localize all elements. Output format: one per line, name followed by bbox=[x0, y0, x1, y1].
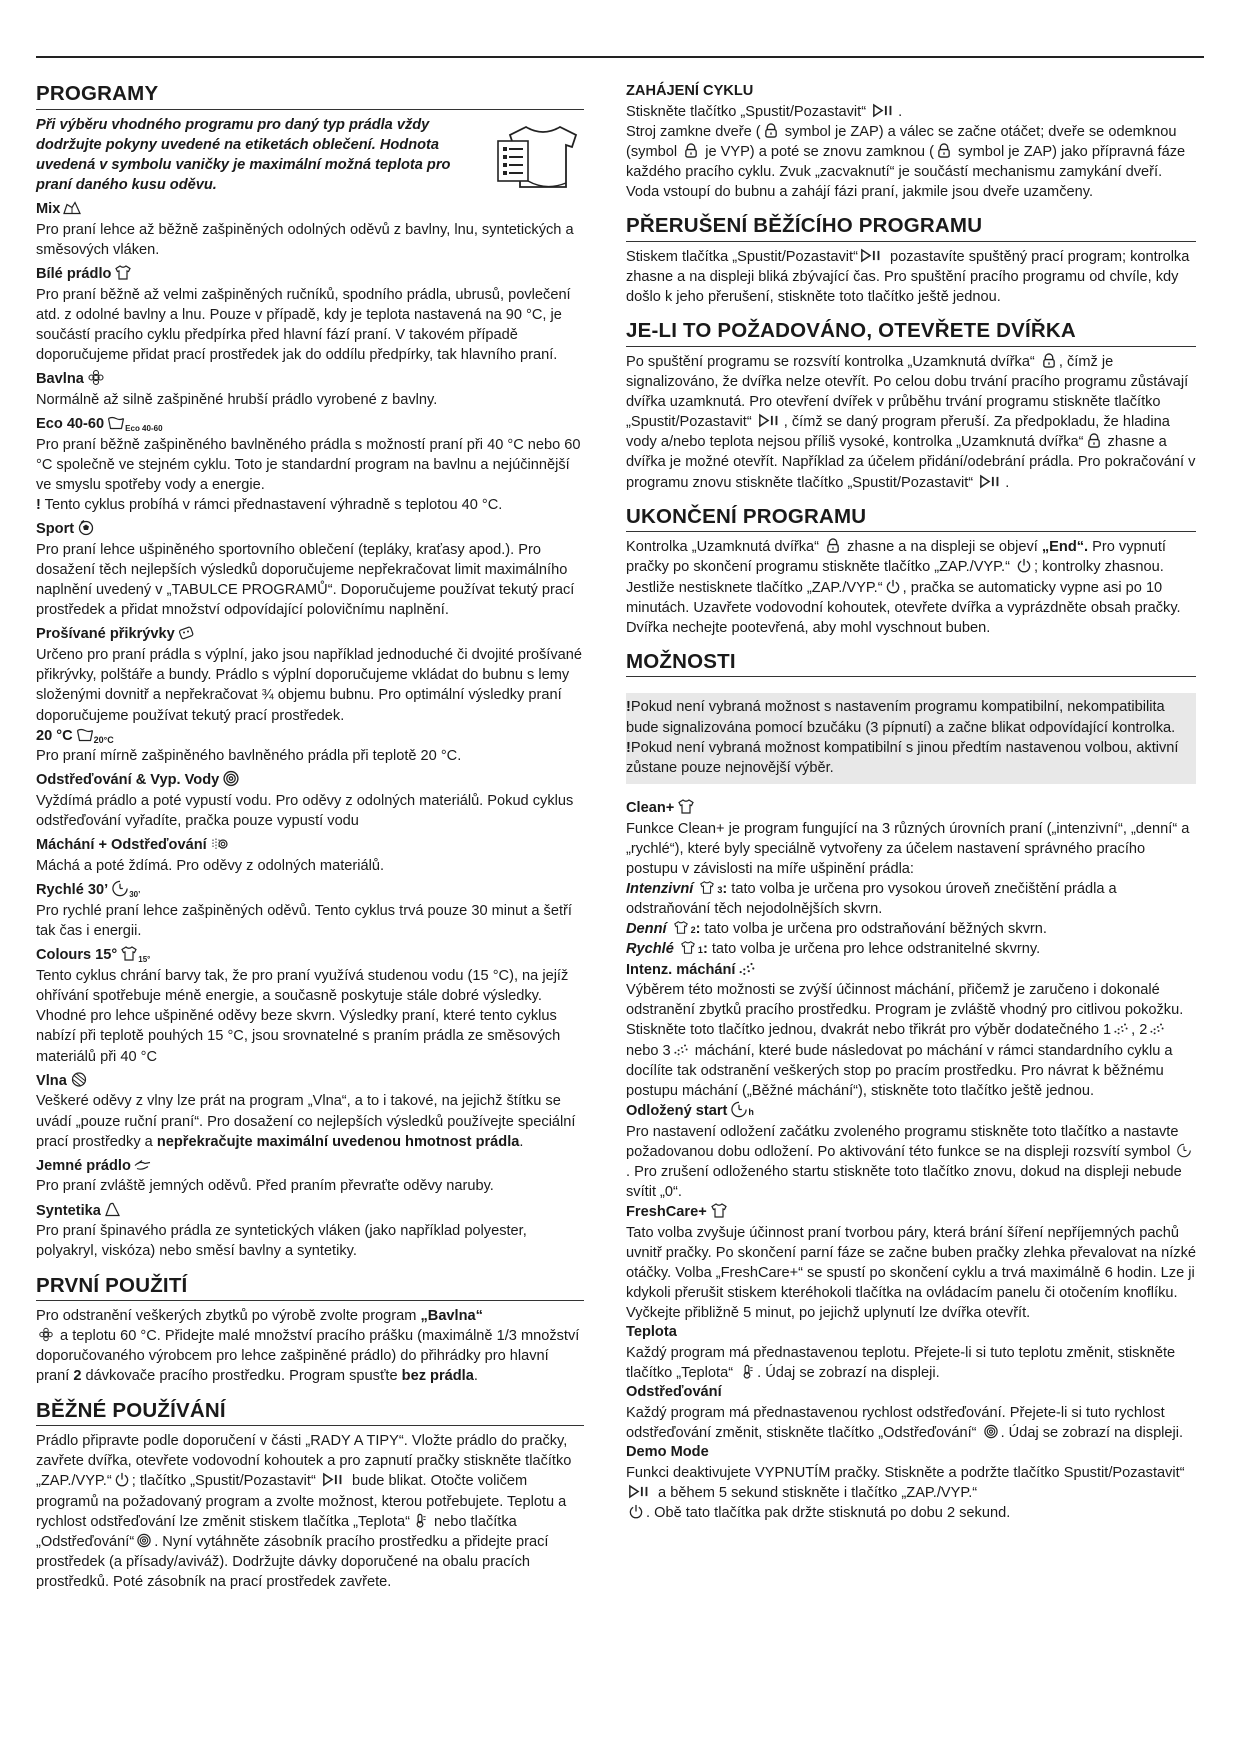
cotton-icon bbox=[87, 369, 105, 386]
zahajeni-text bbox=[626, 102, 1196, 203]
lock-icon bbox=[825, 538, 841, 553]
top-rule bbox=[36, 56, 1204, 58]
delicates-icon bbox=[134, 1156, 152, 1173]
rinse-2-icon bbox=[1149, 1021, 1165, 1036]
program-prikryvky bbox=[36, 624, 584, 725]
program-text: Máchá a poté ždímá. Pro oděvy z odolných materiálů. bbox=[36, 858, 384, 875]
text-part: bude blikat. Otočte voličem programů na požadovaný program a zvolte možnost, kterou potřebujete. Teplotu a rychlost odstřeďování lze změnit stiskem tlačítka „Teplota“ bbox=[36, 1473, 567, 1530]
play-pause-icon bbox=[322, 1472, 346, 1487]
text-part: pozastavíte spuštěný prací program; kontrolka zhasne a na displeji bliká zbývající čas. Pro spuštění pracího programu od chvíle, kdy došlo k jeho přerušení, stiskněte toto tlačítko ještě jednou. bbox=[626, 248, 1190, 306]
wool-icon bbox=[70, 1071, 88, 1088]
program-text: Pro praní zvláště jemných oděvů. Před praním převraťte oděvy naruby. bbox=[36, 1178, 494, 1195]
text-part: Pro odstranění veškerých zbytků po výrobě zvolte program bbox=[36, 1308, 421, 1325]
play-pause-icon bbox=[979, 474, 1003, 489]
ukonceni-text bbox=[626, 537, 1196, 638]
text-part: je VYP) a poté se znovu zamknou ( bbox=[701, 143, 934, 160]
program-bile-pradlo bbox=[36, 264, 584, 365]
text-part: a teplotu 60 °C. Přidejte malé množství pracího prášku (maximálně 1/3 množství doporučovaného výrobcem pro lehce zašpiněné prádlo) do přihrádky pro hlavní praní bbox=[36, 1328, 580, 1385]
text-part: . Údaj se zobrazí na displeji. bbox=[1000, 1425, 1184, 1442]
level-label: Rychlé bbox=[626, 941, 674, 958]
rinse-1-icon bbox=[1113, 1021, 1129, 1036]
text-part: Každý program má přednastavenou teplotu. Přejete-li si tuto teplotu změnit, stiskněte tlačítko „Teplota“ bbox=[626, 1345, 1176, 1382]
text-part: , pračka se automaticky vypne asi po 10 minutách. Uzavřete vodovodní kohoutek, otevřete dvířka a vyprázdněte obsah pračky. Dvířka nechejte pootevřená, aby mohl vyschnout buben. bbox=[626, 579, 1181, 636]
rinse-spin-icon bbox=[210, 835, 228, 852]
text-part: . Obě tato tlačítka pak držte stisknutá po dobu 2 sekund. bbox=[646, 1505, 1011, 1522]
play-pause-icon bbox=[860, 248, 884, 263]
program-name: Bílé prádlo bbox=[36, 266, 112, 282]
text-part: . bbox=[473, 1368, 478, 1385]
program-text-end: . bbox=[519, 1133, 524, 1150]
program-name: Prošívané přikrývky bbox=[36, 626, 175, 643]
program-syntetika bbox=[36, 1201, 584, 1262]
text-part: a během 5 sekund stiskněte i tlačítko „ZAP./VYP.“ bbox=[654, 1485, 978, 1502]
option-name: FreshCare+ bbox=[626, 1204, 707, 1221]
program-text-bold: nepřekračujte maximální uvedenou hmotnost prádla bbox=[156, 1133, 520, 1150]
spin-icon bbox=[136, 1533, 152, 1548]
preruseni-text bbox=[626, 247, 1196, 307]
lock-icon bbox=[1041, 353, 1057, 368]
program-name: Colours 15° bbox=[36, 947, 118, 964]
option-clean-plus: Clean+ Funkce Clean+ je program fungující na 3 různých úrovních praní („intenzivní“, „denní“ a „rychlé“), které byly speciálně vytvořeny za účelem nastavení správného pracího postupu v závislosti na míře ušpinění prádla: Intenzivní 3: tato volba je určena pro vysokou úroveň znečištění prádla a odstraňování těch nejodolnějších skvrn. Denní 2: tato volba je určena pro odstraňování běžných skvrn. Rychlé 1: tato volba je určena pro lehce odstranitelné skvrny. bbox=[626, 798, 1196, 960]
text-bold: „End“. bbox=[1041, 539, 1089, 556]
text-part: Prádlo připravte podle doporučení v části „RADY A TIPY“. Vložte prádlo do pračky, zavřete dvířka, otevřete vodovodní kohoutek a pro zapnutí pračky stiskněte tlačítko „ZAP./VYP.“ bbox=[36, 1433, 572, 1490]
freshcare-icon bbox=[710, 1202, 728, 1219]
option-name: Demo Mode bbox=[626, 1444, 709, 1461]
option-name: Odstřeďování bbox=[626, 1384, 722, 1401]
text-part: , 2 bbox=[1131, 1022, 1148, 1039]
dvirka-text bbox=[626, 352, 1196, 493]
text-part: zhasne a dvířka je možné otevřít. Například za účelem přidání/odebrání prádla. Pro pokračování v programu znovu stiskněte tlačítko „Spustit/Pozastavit“ bbox=[626, 434, 1196, 491]
option-demo-mode bbox=[626, 1443, 1196, 1523]
section-title-zahajeni: ZAHÁJENÍ CYKLU bbox=[626, 83, 754, 99]
warning-mark: ! bbox=[626, 699, 631, 716]
rapid-icon bbox=[111, 880, 129, 897]
eco-icon bbox=[107, 414, 125, 431]
level-label: Intenzivní bbox=[626, 881, 694, 897]
program-name: Sport bbox=[36, 521, 75, 538]
program-colours bbox=[36, 945, 584, 1066]
program-20c bbox=[36, 726, 584, 767]
program-name: Odstřeďování & Vyp. Vody bbox=[36, 772, 220, 789]
program-name: Syntetika bbox=[36, 1202, 101, 1219]
option-freshcare bbox=[626, 1202, 1196, 1323]
note-text: Pokud není vybraná možnost s nastavením programu kompatibilní, nekompatibilita bude signalizována pomocí bzučáku (3 pípnutí) a začne blikat odpovídající kontrolka. bbox=[626, 699, 1176, 736]
text-bold: bez prádla bbox=[401, 1368, 474, 1385]
delay-start-icon bbox=[1176, 1143, 1192, 1158]
level-number: 2 bbox=[690, 925, 696, 936]
level-text: tato volba je určena pro lehce odstranitelné skvrny. bbox=[707, 941, 1041, 958]
program-text: Pro praní špinavého prádla ze syntetických vláken (jako například polyester, polyakryl, viskóza) nebo směsí bavlny a syntetiky. bbox=[36, 1223, 527, 1260]
power-icon bbox=[885, 579, 901, 594]
programy-intro bbox=[36, 115, 584, 196]
section-title-moznosti: MOŽNOSTI bbox=[626, 650, 1196, 678]
mix-icon bbox=[63, 199, 81, 216]
program-text: Pro praní lehce ušpiněného sportovního oblečení (tepláky, kraťasy apod.). Pro dosažení těch nejlepších výsledků doporučujeme nepřekračovat limit maximálního naplnění uvedený v „TABULCE PROGRAMŮ“. Doporučujeme používat tekutý prací prostředek a přidat množství odpovídající polovičnímu naplnění. bbox=[36, 541, 575, 619]
lock-icon bbox=[936, 143, 952, 158]
option-name: Clean+ bbox=[626, 799, 675, 816]
option-name: Teplota bbox=[626, 1324, 677, 1341]
text-part: . Pro zrušení odloženého startu stiskněte toto tlačítko znovu, dokud na displeji nebude svítit „0“. bbox=[626, 1163, 1182, 1200]
text-part: zhasne a na displeji se objeví bbox=[843, 539, 1042, 556]
program-name: Mix bbox=[36, 201, 61, 218]
play-pause-icon bbox=[758, 413, 782, 428]
colours-icon-label: 15° bbox=[138, 955, 151, 965]
text-part: Po spuštění programu se rozsvítí kontrolka „Uzamknutá dvířka“ bbox=[626, 353, 1035, 370]
section-title-preruseni: PŘERUŠENÍ BĚŽÍCÍHO PROGRAMU bbox=[626, 214, 1196, 242]
program-rychle bbox=[36, 880, 584, 941]
program-text: Pro praní lehce až běžně zašpiněných odolných oděvů z bavlny, lnu, syntetických a směsových vláken. bbox=[36, 221, 574, 258]
level-label: Denní bbox=[626, 921, 667, 938]
section-title-programy: PROGRAMY bbox=[36, 82, 584, 110]
programy-intro-text: Při výběru vhodného programu pro daný typ prádla vždy dodržujte pokyny uvedené na etiketách oblečení. Hodnota uvedená v symbolu vaničky je maximální možná teplota pro praní daného kusu oděvu. bbox=[36, 116, 451, 193]
bezne-pouzivani-text bbox=[36, 1431, 584, 1592]
program-eco bbox=[36, 414, 584, 515]
level-number: 1 bbox=[697, 945, 703, 956]
spin-drain-icon bbox=[222, 770, 240, 787]
program-name: Eco 40-60 bbox=[36, 416, 105, 432]
power-icon bbox=[628, 1504, 644, 1519]
text-part: Stiskněte tlačítko „Spustit/Pozastavit“ bbox=[626, 103, 867, 120]
shirt-icon bbox=[114, 264, 132, 281]
program-text: Vyždímá prádlo a poté vypustí vodu. Pro oděvy z odolných materiálů. Pokud cyklus odstřeďování vyřadíte, pračka pouze vypustí vodu bbox=[36, 793, 574, 830]
power-icon bbox=[1016, 558, 1032, 573]
program-machani bbox=[36, 835, 584, 876]
program-text: Tento cyklus chrání barvy tak, že pro praní využívá studenou vodu (15 °C), na jejíž ohřívání spotřebuje méně energie, a současně poskytuje stále dobré výsledky. Vhodné pro lehce ušpiněné oděvy beze skvrn. Výsledky praní, které tento cyklus nabízí při teplotě pouhých 15 °C, jsou srovnatelné s praním prádla ze směsových materiálů při 40 °C bbox=[36, 968, 569, 1065]
option-text: Funkce Clean+ je program fungující na 3 různých úrovních praní („intenzivní“, „denní“ a „rychlé“), které byly speciálně vytvořeny za účelem nastavení správného pracího postupu v závislosti na míře ušpinění prádla: bbox=[626, 820, 1190, 877]
delay-icon-h: h bbox=[748, 1106, 754, 1117]
lock-icon bbox=[1086, 433, 1102, 448]
prvni-pouziti-text bbox=[36, 1306, 584, 1387]
program-bavlna bbox=[36, 369, 584, 410]
text-part: Pro vypnutí pračky po skončení programu stiskněte tlačítko „ZAP./VYP.“ bbox=[626, 539, 1166, 576]
extra-rinse-icon bbox=[738, 960, 756, 977]
play-pause-icon bbox=[872, 103, 896, 118]
program-note: Tento cyklus probíhá v rámci přednastavení výhradně s teplotou 40 °C. bbox=[44, 497, 503, 514]
text-part: Výběrem této možnosti se zvýší účinnost máchání, přičemž je zaručeno i dokonalé odstranění zbytků pracího prostředku. Program je zvláště vhodný pro citlivou pokožku. Stiskněte toto tlačítko jednou, dvakrát nebo třikrát pro výběr dodatečného 1 bbox=[626, 982, 1184, 1039]
program-text: Určeno pro praní prádla s výplní, jako jsou například jednoduché či dvojité prošívané přikrývky, polštáře a bundy. Prádlo s výplní doporučujeme vkládat do bubnu s lemy složenými dovnitř a nepřekračovat ¾ objemu bubnu. Pro optimální výsledky praní doporučujeme používat tekutý prací prostředek. bbox=[36, 647, 582, 724]
power-icon bbox=[114, 1472, 130, 1487]
text-part: . Údaj se zobrazí na displeji. bbox=[757, 1365, 940, 1382]
clean-plus-icon bbox=[677, 798, 695, 815]
program-sport bbox=[36, 519, 584, 620]
program-text: Pro rychlé praní lehce zašpiněných oděvů. Tento cyklus trvá pouze 30 minut a šetří tak čas i energii. bbox=[36, 903, 572, 940]
text-part: . bbox=[898, 103, 903, 120]
20c-icon bbox=[76, 726, 94, 743]
warning-mark: ! bbox=[626, 739, 631, 756]
text-part: . Nyní vytáhněte zásobník pracího prostředku a přidejte prací prostředek (a přísady/aviváž). Dodržujte dávky doporučené na obalu pracích prostředků. Poté zásobník na prací prostředek zavřete. bbox=[36, 1533, 549, 1591]
colours-icon bbox=[120, 945, 138, 962]
program-text: Pro praní mírně zašpiněného bavlněného prádla při teplotě 20 °C. bbox=[36, 748, 462, 765]
temperature-icon bbox=[412, 1513, 428, 1528]
level-text: tato volba je určena pro vysokou úroveň znečištění prádla a odstraňování těch nejodolnějších skvrn. bbox=[626, 881, 1117, 918]
left-column bbox=[36, 82, 584, 1592]
text-bold: 2 bbox=[73, 1368, 82, 1385]
rinse-3-icon bbox=[673, 1042, 689, 1057]
text-part: Kontrolka „Uzamknutá dvířka“ bbox=[626, 539, 820, 556]
program-text: Normálně až silně zašpiněné hrubší prádlo vyrobené z bavlny. bbox=[36, 391, 438, 408]
moznosti-notes bbox=[626, 693, 1196, 784]
eco-icon-label: Eco 40-60 bbox=[125, 424, 163, 433]
text-part: ; kontrolky zhasnou. Jestliže nestisknete tlačítko „ZAP./VYP.“ bbox=[626, 559, 1164, 596]
20c-icon-label: 20°C bbox=[93, 734, 114, 745]
program-name: Bavlna bbox=[36, 371, 84, 388]
option-name: Odložený start bbox=[626, 1102, 728, 1119]
section-title-bezne-pouzivani: BĚŽNÉ POUŽÍVÁNÍ bbox=[36, 1399, 584, 1427]
option-teplota bbox=[626, 1323, 1196, 1383]
warning-mark: ! bbox=[36, 497, 41, 514]
option-odstredovani bbox=[626, 1383, 1196, 1443]
program-name: Vlna bbox=[36, 1072, 67, 1089]
text-part: Pro nastavení odložení začátku zvoleného programu stiskněte toto tlačítko a nastavte požadovanou dobu odložení. Po aktivování této funkce se na displeji rozsvítí symbol bbox=[626, 1123, 1179, 1160]
section-title-dvirka: JE-LI TO POŽADOVÁNO, OTEVŘETE DVÍŘKA bbox=[626, 319, 1196, 347]
temperature-icon bbox=[739, 1364, 755, 1379]
text-part: symbol je ZAP) jako přípravná fáze každého pracího cyklu. Zvuk „zacvaknutí“ je součástí mechanismu zamykání dveří. Voda vstoupí do bubnu a zahájí fázi praní, jakmile jsou dveře uzamčeny. bbox=[626, 143, 1186, 201]
text-part: Stroj zamkne dveře ( bbox=[626, 123, 761, 140]
program-text: Pro praní běžně zašpiněného bavlněného prádla s možností praní při 40 °C nebo 60 °C společně ve stejném cyklu. Toto je standardní program na bavlnu a nejúčinnější ve smyslu spotřeby vody a energie. bbox=[36, 436, 581, 494]
option-odlozeny-start bbox=[626, 1101, 1196, 1202]
play-pause-icon bbox=[628, 1484, 652, 1499]
program-name: Rychlé 30’ bbox=[36, 882, 109, 899]
rapid-icon-label: 30’ bbox=[129, 890, 141, 900]
program-name: Máchání + Odstřeďování bbox=[36, 837, 207, 854]
clean-level-2-icon bbox=[673, 920, 689, 935]
level-text: tato volba je určena pro odstraňování běžných skvrn. bbox=[700, 921, 1047, 938]
cotton-icon bbox=[38, 1327, 54, 1342]
program-name: Jemné prádlo bbox=[36, 1157, 131, 1174]
section-title-prvni-pouziti: PRVNÍ POUŽITÍ bbox=[36, 1274, 584, 1302]
spin-icon bbox=[983, 1424, 999, 1439]
delay-start-icon bbox=[730, 1101, 748, 1118]
text-part: dávkovače pracího prostředku. Program spusťte bbox=[81, 1368, 402, 1385]
program-name: 20 °C bbox=[36, 727, 73, 744]
lock-icon bbox=[763, 123, 779, 138]
duvet-icon bbox=[178, 624, 196, 641]
clean-level-3-icon bbox=[699, 880, 715, 895]
program-text: Veškeré oděvy z vlny lze prát na program „Vlna“, a to i takové, na jejichž štítku se uvádí „pouze ruční praní“. Pro dosažení co nejlepších výsledků používejte speciální prací prostředky a bbox=[36, 1093, 576, 1150]
program-text: Pro praní běžně až velmi zašpiněných ručníků, spodního prádla, ubrusů, povlečení atd. z odolné bavlny a lnu. Pouze v případě, kdy je teplota nastavená na 90 °C, je součástí pracího cyklu předpírka před hlavní fází praní. V takovém případě doporučujeme přidat prací prostředek jak do oddílu předpírky, tak hlavního praní. bbox=[36, 286, 571, 364]
right-column bbox=[626, 82, 1196, 1523]
program-jemne bbox=[36, 1156, 584, 1197]
text-part: , čímž se daný program přeruší. Za předpokladu, že hladina vody a/nebo teplota nejsou příliš vysoké, kontrolka „Uzamknutá dvířka“ bbox=[626, 414, 1170, 451]
synthetics-icon bbox=[104, 1201, 122, 1218]
program-mix bbox=[36, 199, 584, 260]
option-name: Intenz. máchání bbox=[626, 961, 736, 978]
section-title-ukonceni: UKONČENÍ PROGRAMU bbox=[626, 505, 1196, 533]
option-intenz-machani bbox=[626, 960, 1196, 1101]
text-part: nebo 3 bbox=[626, 1042, 671, 1059]
clean-level-1-icon bbox=[680, 940, 696, 955]
lock-icon bbox=[683, 143, 699, 158]
text-part: symbol je ZAP) a válec se začne otáčet; dveře se odemknou (symbol bbox=[626, 123, 1177, 160]
program-vlna bbox=[36, 1071, 584, 1152]
text-part: ; tlačítko „Spustit/Pozastavit“ bbox=[131, 1473, 316, 1490]
text-part: nebo tlačítka „Odstřeďování“ bbox=[36, 1513, 517, 1550]
text-part: , čímž je signalizováno, že dvířka nelze otevřít. Po celou dobu trvání pracího programu zůstávají dvířka uzamknutá. Pro otevření dvířek v průběhu trvání programu stiskněte tlačítko „Spustit/Pozastavit“ bbox=[626, 353, 1189, 431]
care-label-shirt-icon bbox=[496, 121, 580, 193]
text-part: Stiskem tlačítka „Spustit/Pozastavit“ bbox=[626, 248, 858, 265]
text-part: Každý program má přednastavenou rychlost odstřeďování. Přejete-li si tuto rychlost odstřeďování změnit, stiskněte tlačítko „Odstřeďování“ bbox=[626, 1405, 1165, 1442]
text-part: . bbox=[1005, 474, 1010, 491]
text-bold: „Bavlna“ bbox=[420, 1308, 483, 1325]
sport-icon bbox=[77, 519, 95, 536]
level-number: 3 bbox=[717, 885, 723, 895]
note-text: Pokud není vybraná možnost kompatibilní s jinou předtím nastavenou volbou, aktivní zůstane pouze nejnovější výběr. bbox=[626, 739, 1179, 776]
program-odstredovani-vyp bbox=[36, 770, 584, 831]
text-part: Funkci deaktivujete VYPNUTÍM pračky. Stiskněte a podržte tlačítko Spustit/Pozastavit“ bbox=[626, 1465, 1185, 1481]
option-text: Tato volba zvyšuje účinnost praní tvorbou páry, která brání šíření nepříjemných pachů uvnitř pračky. Po skončení parní fáze se začne buben pračky zlehka převalovat na nízké otáčky. Volba „FreshCare+“ se spustí po skončení cyklu a trvá maximálně 6 hodin. Lze ji kdykoli přerušit stiskem kteréhokoli tlačítka na ovládacím panelu či otočením knoflíku. Vyčkejte přibližně 5 minut, po jejichž uplynutí lze dvířka otevřít. bbox=[626, 1224, 1197, 1322]
text-part: máchání, které bude následovat po máchání v rámci standardního cyklu a docílíte tak odstranění veškerých stop po pracím prostředku. Pro návrat k běžnému postupu máchání („Běžné máchání“), stiskněte toto tlačítko ještě jednou. bbox=[626, 1042, 1173, 1099]
